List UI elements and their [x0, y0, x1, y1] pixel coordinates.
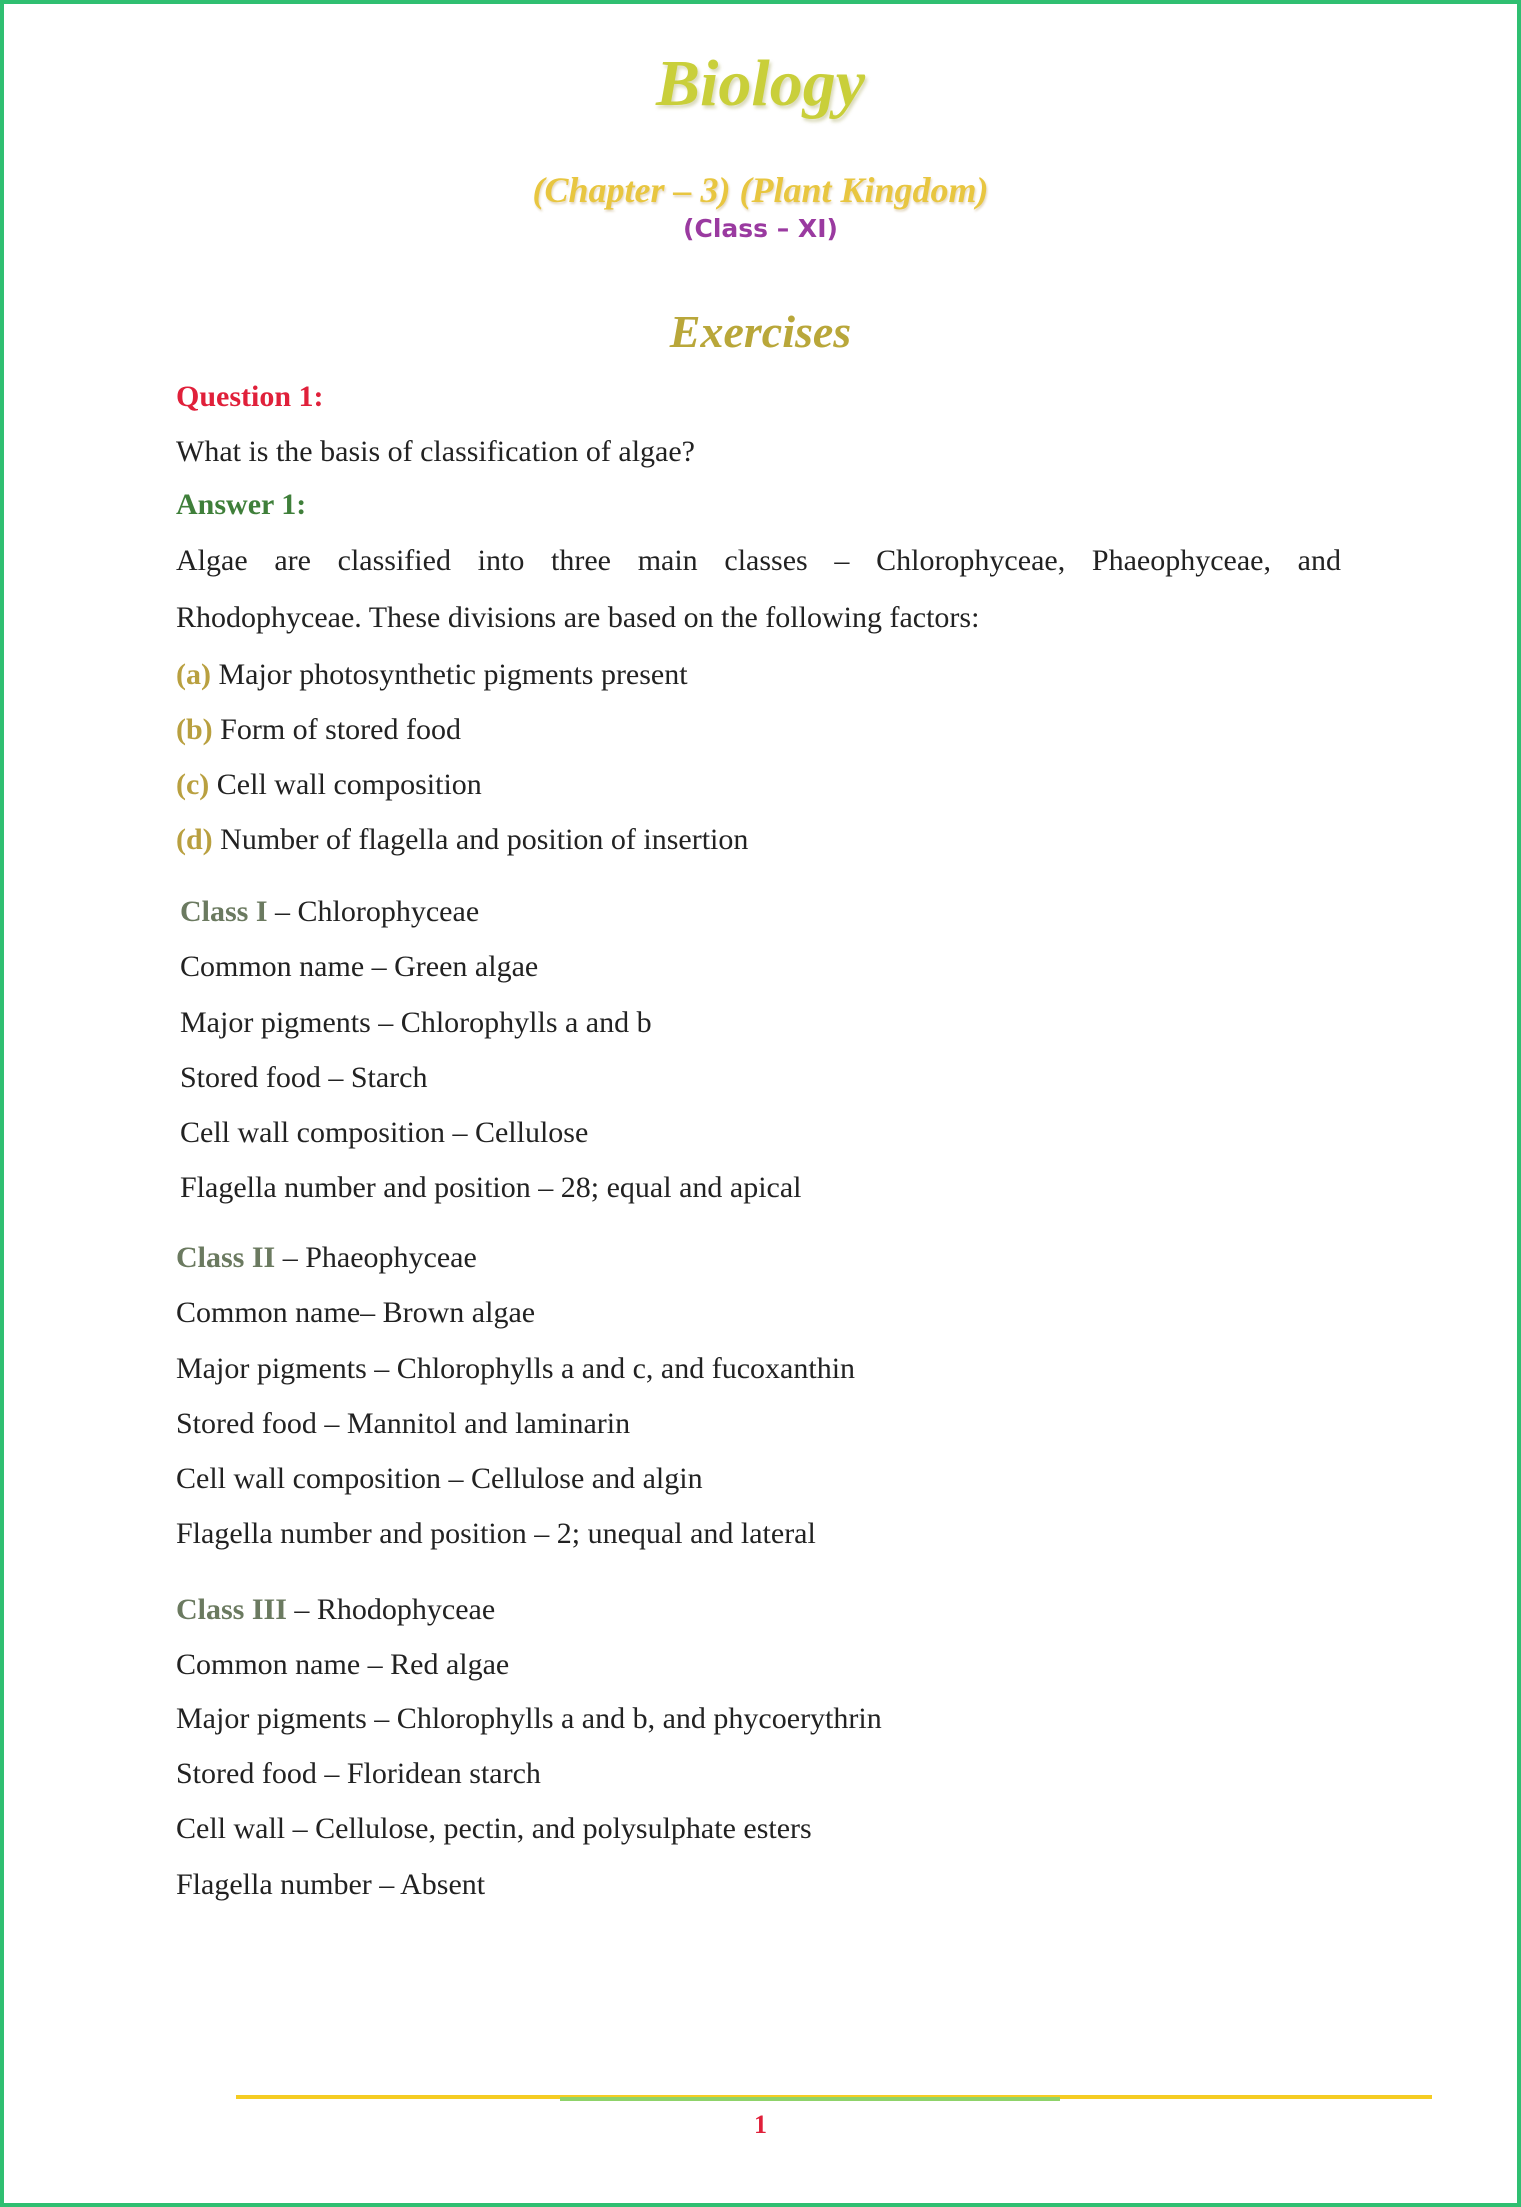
factor-item	[176, 767, 482, 803]
class-heading	[176, 1592, 495, 1628]
factor-text: Major photosynthetic pigments present	[218, 658, 688, 691]
class-detail: Flagella number and position – 28; equal and apical	[180, 1171, 802, 1204]
class-detail: Cell wall composition – Cellulose	[180, 1116, 589, 1149]
chapter-heading: (Chapter – 3) (Plant Kingdom)	[532, 170, 989, 210]
class-detail: Flagella number and position – 2; unequal and lateral	[176, 1517, 816, 1550]
factor-text: Cell wall composition	[216, 768, 482, 801]
class-name: – Phaeophyceae	[275, 1241, 477, 1274]
class-heading	[180, 894, 479, 930]
factor-label: (a)	[176, 658, 211, 691]
factor-label: (b)	[176, 713, 213, 746]
section-heading: Exercises	[669, 306, 852, 357]
class-name: – Rhodophyceae	[286, 1593, 496, 1626]
factor-item	[176, 712, 461, 748]
class-detail: Major pigments – Chlorophylls a and c, and fucoxanthin	[176, 1352, 856, 1385]
class-name: – Chlorophyceae	[267, 895, 480, 928]
factor-item	[176, 657, 688, 693]
class-detail: Common name – Red algae	[176, 1648, 510, 1681]
class-label: (Class – XI)	[683, 214, 838, 243]
class-label: Class III	[176, 1593, 287, 1626]
class-detail: Cell wall composition – Cellulose and algin	[176, 1462, 703, 1495]
footer-divider-accent	[560, 2097, 1060, 2101]
factor-label: (d)	[176, 823, 213, 856]
question-text: What is the basis of classification of algae?	[176, 435, 695, 468]
class-heading	[176, 1240, 477, 1276]
question-label: Question 1:	[176, 380, 324, 413]
class-label: Class I	[180, 895, 268, 928]
page-title: Biology	[656, 47, 865, 120]
factor-text: Form of stored food	[220, 713, 461, 746]
answer-label: Answer 1:	[176, 488, 307, 521]
class-label: Class II	[176, 1241, 276, 1274]
factor-item	[176, 822, 748, 858]
class-detail: Common name – Green algae	[180, 950, 539, 983]
factor-label: (c)	[176, 768, 210, 801]
answer-intro: Algae are classified into three main classes – Chlorophyceae, Phaeophyceae, and	[176, 544, 1341, 577]
class-detail: Cell wall – Cellulose, pectin, and polysulphate esters	[176, 1812, 812, 1845]
page-number: 1	[754, 2110, 767, 2139]
class-detail: Stored food – Mannitol and laminarin	[176, 1407, 631, 1440]
factor-text: Number of flagella and position of insertion	[220, 823, 749, 856]
class-detail: Major pigments – Chlorophylls a and b, and phycoerythrin	[176, 1702, 882, 1735]
class-detail: Stored food – Starch	[180, 1061, 428, 1094]
class-detail: Stored food – Floridean starch	[176, 1757, 541, 1790]
class-detail: Flagella number – Absent	[176, 1868, 486, 1901]
class-detail: Common name– Brown algae	[176, 1296, 536, 1329]
class-detail: Major pigments – Chlorophylls a and b	[180, 1006, 652, 1039]
answer-intro-cont: Rhodophyceae. These divisions are based on the following factors:	[176, 601, 980, 634]
